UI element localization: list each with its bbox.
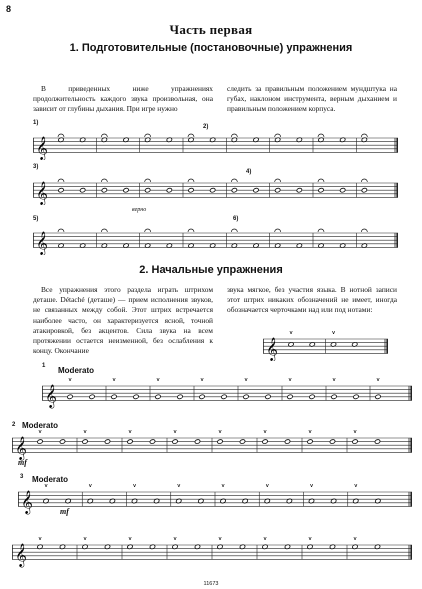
fermata-icon <box>101 229 107 232</box>
line-number: 2 <box>12 422 16 428</box>
breath-mark: V <box>68 378 73 383</box>
fermata-icon <box>145 179 151 182</box>
line-number: 1 <box>42 363 46 369</box>
breath-mark: V <box>331 331 336 336</box>
note-head <box>331 394 337 399</box>
note-head <box>329 439 335 444</box>
note-head <box>262 439 268 444</box>
breath-mark: V <box>200 378 205 383</box>
fermata-icon <box>58 179 64 182</box>
breath-mark: V <box>176 484 181 489</box>
note-head <box>155 394 161 399</box>
breath-mark: V <box>173 430 178 435</box>
note-head <box>127 439 133 444</box>
note-head <box>239 439 245 444</box>
breath-mark: V <box>263 430 268 435</box>
section2-left-text: Все упражнения этого раздела играть штрихом деташе. Détaché (деташе) — прием исполнения звуков, не связанных между собой. Этот штрих встречается наиболее часто, он характеризуется ясной, точной атакировкой, без акцентов. Сила звука на всем протяжении остается неизменной, без ослабления к концу. Окончание <box>33 285 213 356</box>
part-title: Часть первая <box>169 22 253 37</box>
fermata-icon <box>361 134 367 137</box>
staff-line-4 <box>12 537 412 571</box>
note-head <box>67 394 73 399</box>
section2-right-text: звука мягкое, без участия языка. В нотной записи этот штрих никаких обозначений не имеет, иногда обозначается черточками над или под нотами: <box>227 285 397 315</box>
breath-mark: V <box>288 378 293 383</box>
note-head <box>243 394 249 399</box>
breath-mark: V <box>376 378 381 383</box>
fermata-icon <box>188 134 194 137</box>
note-head <box>172 439 178 444</box>
treble-clef-icon: 𝄞 <box>266 336 278 361</box>
note-head <box>82 439 88 444</box>
note-head <box>374 439 380 444</box>
note-head <box>221 394 227 399</box>
note-head <box>133 394 139 399</box>
fermata-icon <box>145 229 151 232</box>
note-head <box>58 188 64 193</box>
fermata-icon <box>231 134 237 137</box>
fermata-icon <box>58 229 64 232</box>
fermata-icon <box>275 134 281 137</box>
treble-clef-icon: 𝄞 <box>36 135 48 160</box>
exercise-number: 1) <box>33 120 39 126</box>
note-head <box>104 439 110 444</box>
breath-mark: V <box>244 378 249 383</box>
tempo-hint: верно <box>132 207 147 213</box>
fermata-icon <box>101 134 107 137</box>
intro-left-text: В приведенных ниже упражнениях продолжительность каждого звука произвольная, она зависит от глубины дыхания. При игре нужно <box>33 84 213 114</box>
note-head <box>59 439 65 444</box>
breath-mark: V <box>156 378 161 383</box>
breath-mark: V <box>83 537 88 542</box>
note-head <box>177 394 183 399</box>
breath-mark: V <box>263 537 268 542</box>
treble-clef-icon: 𝄞 <box>15 435 27 460</box>
breath-mark: V <box>308 537 313 542</box>
dynamic-marking: mf <box>18 458 27 467</box>
note-head <box>149 439 155 444</box>
breath-mark: V <box>128 430 133 435</box>
staff-line-2 <box>12 430 412 464</box>
fermata-icon <box>275 229 281 232</box>
fermata-icon <box>318 229 324 232</box>
staff-exercise-1-2 <box>33 130 398 160</box>
note-head <box>80 188 86 193</box>
exercise-number: 5) <box>33 216 39 222</box>
note-head <box>188 188 194 193</box>
note-head <box>265 394 271 399</box>
note-head <box>275 188 281 193</box>
staff-example <box>263 331 388 361</box>
note-head <box>309 394 315 399</box>
note-head <box>375 394 381 399</box>
fermata-icon <box>101 179 107 182</box>
fermata-icon <box>318 179 324 182</box>
breath-mark: V <box>218 537 223 542</box>
breath-mark: V <box>353 484 358 489</box>
note-head <box>296 188 302 193</box>
note-head <box>340 188 346 193</box>
breath-mark: V <box>132 484 137 489</box>
exercise-number: 6) <box>233 216 239 222</box>
note-head <box>231 188 237 193</box>
fermata-icon <box>361 179 367 182</box>
breath-mark: V <box>173 537 178 542</box>
breath-mark: V <box>332 378 337 383</box>
note-head <box>210 188 216 193</box>
section1-title: 1. Подготовительные (постановочные) упражнения <box>69 42 353 54</box>
breath-mark: V <box>112 378 117 383</box>
note-head <box>166 188 172 193</box>
page-number: 8 <box>6 4 12 14</box>
breath-mark: V <box>309 484 314 489</box>
tempo-marking: Moderato <box>58 366 94 375</box>
intro-right-text: следить за правильным положением мундштука на губах, наклоном инструмента, верным дыханием и правильным положением корпуса. <box>227 84 397 114</box>
note-head <box>307 439 313 444</box>
staff-exercise-5-6 <box>33 225 398 255</box>
note-head <box>37 439 43 444</box>
treble-clef-icon: 𝄞 <box>36 230 48 255</box>
staff-exercise-3-4 <box>33 175 398 205</box>
footer-plate-number: 11673 <box>203 581 219 587</box>
note-head <box>361 188 367 193</box>
staff-line-1 <box>42 378 412 412</box>
exercise-number: 4) <box>246 169 252 175</box>
note-head <box>284 439 290 444</box>
exercise-number: 2) <box>203 124 209 130</box>
breath-mark: V <box>44 484 49 489</box>
breath-mark: V <box>38 537 43 542</box>
note-head <box>318 188 324 193</box>
note-head <box>217 439 223 444</box>
breath-mark: V <box>88 484 93 489</box>
breath-mark: V <box>308 430 313 435</box>
treble-clef-icon: 𝄞 <box>15 542 27 567</box>
note-head <box>111 394 117 399</box>
note-head <box>253 188 259 193</box>
fermata-icon <box>361 229 367 232</box>
note-head <box>194 439 200 444</box>
note-head <box>89 394 95 399</box>
note-head <box>287 394 293 399</box>
tempo-marking: Moderato <box>32 475 68 484</box>
breath-mark: V <box>353 537 358 542</box>
line-number: 3 <box>20 474 24 480</box>
breath-mark: V <box>265 484 270 489</box>
breath-mark: V <box>38 430 43 435</box>
breath-mark: V <box>83 430 88 435</box>
breath-mark: V <box>353 430 358 435</box>
breath-mark: V <box>289 331 294 336</box>
note-head <box>352 439 358 444</box>
fermata-icon <box>188 179 194 182</box>
fermata-icon <box>188 229 194 232</box>
section2-title: 2. Начальные упражнения <box>139 264 283 276</box>
dynamic-marking: mf <box>60 507 69 516</box>
note-head <box>353 394 359 399</box>
fermata-icon <box>275 179 281 182</box>
breath-mark: V <box>128 537 133 542</box>
note-head <box>123 188 129 193</box>
exercise-number: 3) <box>33 164 39 170</box>
breath-mark: V <box>218 430 223 435</box>
fermata-icon <box>231 229 237 232</box>
fermata-icon <box>318 134 324 137</box>
breath-mark: V <box>221 484 226 489</box>
note-head <box>199 394 205 399</box>
fermata-icon <box>145 134 151 137</box>
treble-clef-icon: 𝄞 <box>45 383 57 408</box>
note-head <box>101 188 107 193</box>
treble-clef-icon: 𝄞 <box>21 489 33 514</box>
tempo-marking: Moderato <box>22 421 58 430</box>
fermata-icon <box>58 134 64 137</box>
note-head <box>145 188 151 193</box>
fermata-icon <box>231 179 237 182</box>
staff-line-3 <box>18 484 412 518</box>
treble-clef-icon: 𝄞 <box>36 180 48 205</box>
